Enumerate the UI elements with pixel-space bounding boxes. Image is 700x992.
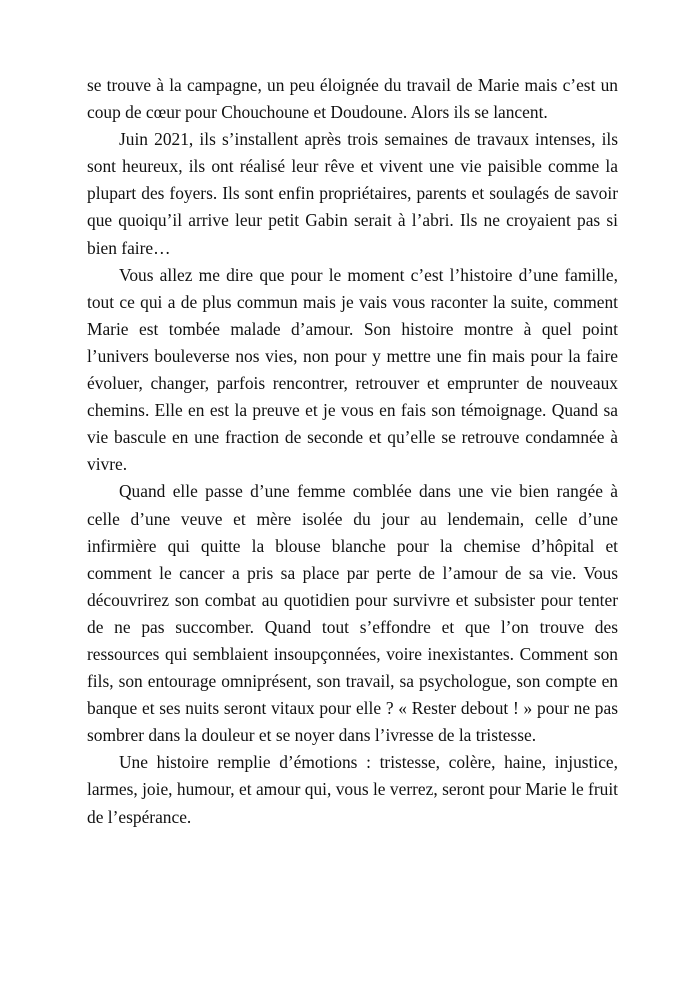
paragraph-life-change: Quand elle passe d’une femme comblée dans une vie bien rangée à celle d’une veuve et mère isolée du jour au lendemain, celle d’une infirmière qui quitte la blouse blanche pour la chemise d’hôpital et comment le cancer a pris sa place par perte de l’amour de sa vie. Vous découvrirez son combat au quotidien pour survivre et subsister pour tenter de ne pas succomber. Quand tout s’effondre et que l’on trouve des ressources qui semblaient insoupçonnées, voire inexistantes. Comment son fils, son entourage omniprésent, son travail, sa psychologue, son compte en banque et ses nuits seront vitaux pour elle ? « Rester debout ! » pour ne pas sombrer dans la douleur et se noyer dans l’ivresse de la tristesse.	[87, 481, 618, 746]
document-page	[87, 72, 618, 831]
paragraph-continuation: se trouve à la campagne, un peu éloignée du travail de Marie mais c’est un coup de cœur pour Chouchoune et Doudoune. Alors ils se lancent.	[87, 75, 618, 123]
paragraph-story-intro: Vous allez me dire que pour le moment c’est l’histoire d’une famille, tout ce qui a de plus commun mais je vais vous raconter la suite, comment Marie est tombée malade d’amour. Son histoire montre à quel point l’univers bouleverse nos vies, non pour y mettre une fin mais pour la faire évoluer, changer, parfois rencontrer, retrouver et emprunter de nouveaux chemins. Elle en est la preuve et je vous en fais son témoignage. Quand sa vie bascule en une fraction de seconde et qu’elle se retrouve condamnée à vivre.	[87, 264, 618, 475]
paragraph-emotions: Une histoire remplie d’émotions : tristesse, colère, haine, injustice, larmes, joie, humour, et amour qui, vous le verrez, seront pour Marie le fruit de l’espérance.	[87, 752, 618, 827]
paragraph-move-in: Juin 2021, ils s’installent après trois semaines de travaux intenses, ils sont heureux, ils ont réalisé leur rêve et vivent une vie paisible comme la plupart des foyers. Ils sont enfin propriétaires, parents et soulagés de savoir que quoiqu’il arrive leur petit Gabin serait à l’abri. Ils ne croyaient pas si bien faire…	[87, 129, 618, 258]
